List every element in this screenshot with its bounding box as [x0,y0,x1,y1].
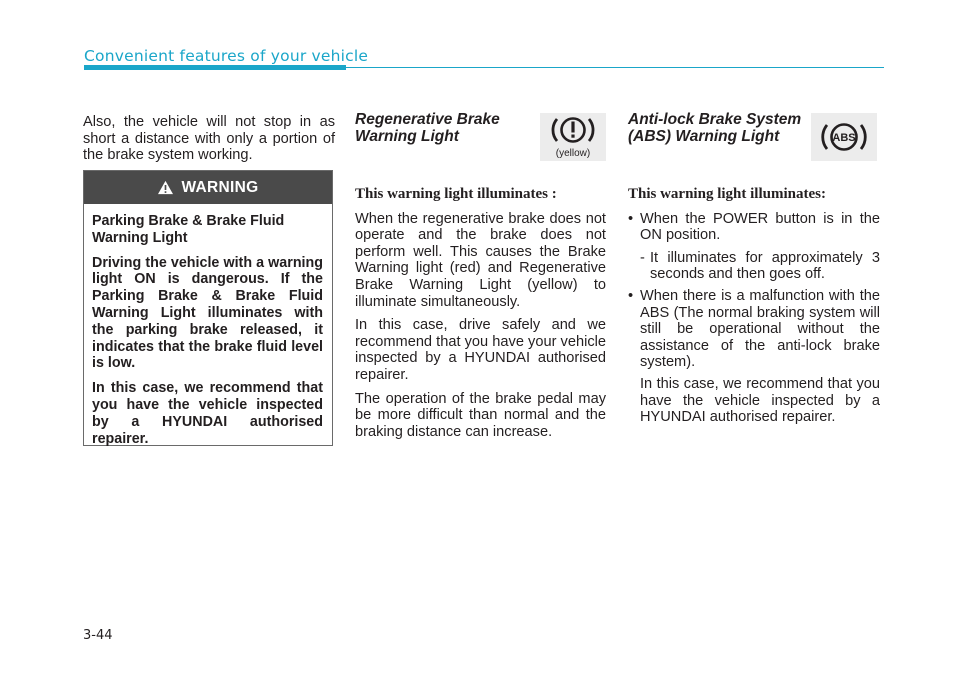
regenerative-subhead: This warning light illuminates : [355,186,557,202]
warning-paragraph-1: Driving the vehicle with a warning light ON is dangerous. If the Parking Brake & Brake Fluid Warning Light illuminates with the parking brake released, it indicates that the brake fluid level is low. [92,254,323,372]
section-title: Convenient features of your vehicle [84,47,369,65]
abs-bullet-2: When there is a malfunction with the ABS (The normal braking system will still be operational without the assistance of the anti-lock brake system). [640,287,880,371]
abs-bullet-list [628,211,880,426]
intro-paragraph: Also, the vehicle will not stop in as short a distance with only a portion of the brake system working. [83,114,335,164]
warning-label: WARNING [181,178,259,196]
sub-list-item [640,250,880,283]
abs-subhead: This warning light illuminates: [628,186,826,202]
warning-header [84,171,332,204]
warning-box [83,170,333,446]
warning-paragraph-2: In this case, we recommend that you have the vehicle inspected by a HYUNDAI authorised repairer. [92,380,323,447]
dash-marker: - [640,249,645,266]
abs-warning-icon [811,113,877,161]
list-item [628,288,880,426]
column-middle [355,186,606,447]
column-right [628,186,880,431]
bullet-dot: • [628,287,634,304]
list-item [628,211,880,283]
regenerative-paragraph-2: In this case, drive safely and we recommend that you have your vehicle inspected by a HYUNDAI authorised repairer. [355,317,606,383]
icon-caption: (yellow) [555,148,591,159]
warning-triangle-icon [157,180,174,195]
bullet-dot: • [628,210,634,227]
column-left [83,114,335,164]
abs-bullet-2-followup: In this case, we recommend that you have the vehicle inspected by a HYUNDAI authorised repairer. [640,375,880,426]
regenerative-brake-title: Regenerative Brake Warning Light [355,111,500,145]
regenerative-paragraph-3: The operation of the brake pedal may be more difficult than normal and the braking distance can increase. [355,390,606,440]
abs-bullet-1: When the POWER button is in the ON position. [640,210,880,244]
abs-warning-tile [811,113,877,161]
regenerative-brake-warning-icon [540,113,606,149]
svg-text:ABS: ABS [832,132,856,144]
regenerative-paragraph-1: When the regenerative brake does not operate and the brake does not perform well. This causes the Brake Warning light (red) and Regenerative Brake Warning Light (yellow) to illuminate simultaneously. [355,210,606,310]
abs-bullet-1-sub: It illuminates for approximately 3 seconds and then goes off. [650,249,880,283]
header-rule-thin [346,67,884,68]
warning-title: Parking Brake & Brake Fluid Warning Light [92,213,285,246]
warning-body [84,204,332,447]
header-rule-thick [84,65,346,70]
abs-title: Anti-lock Brake System (ABS) Warning Light [628,111,802,145]
regenerative-brake-warning-tile [540,113,606,161]
page-number: 3-44 [83,628,113,643]
